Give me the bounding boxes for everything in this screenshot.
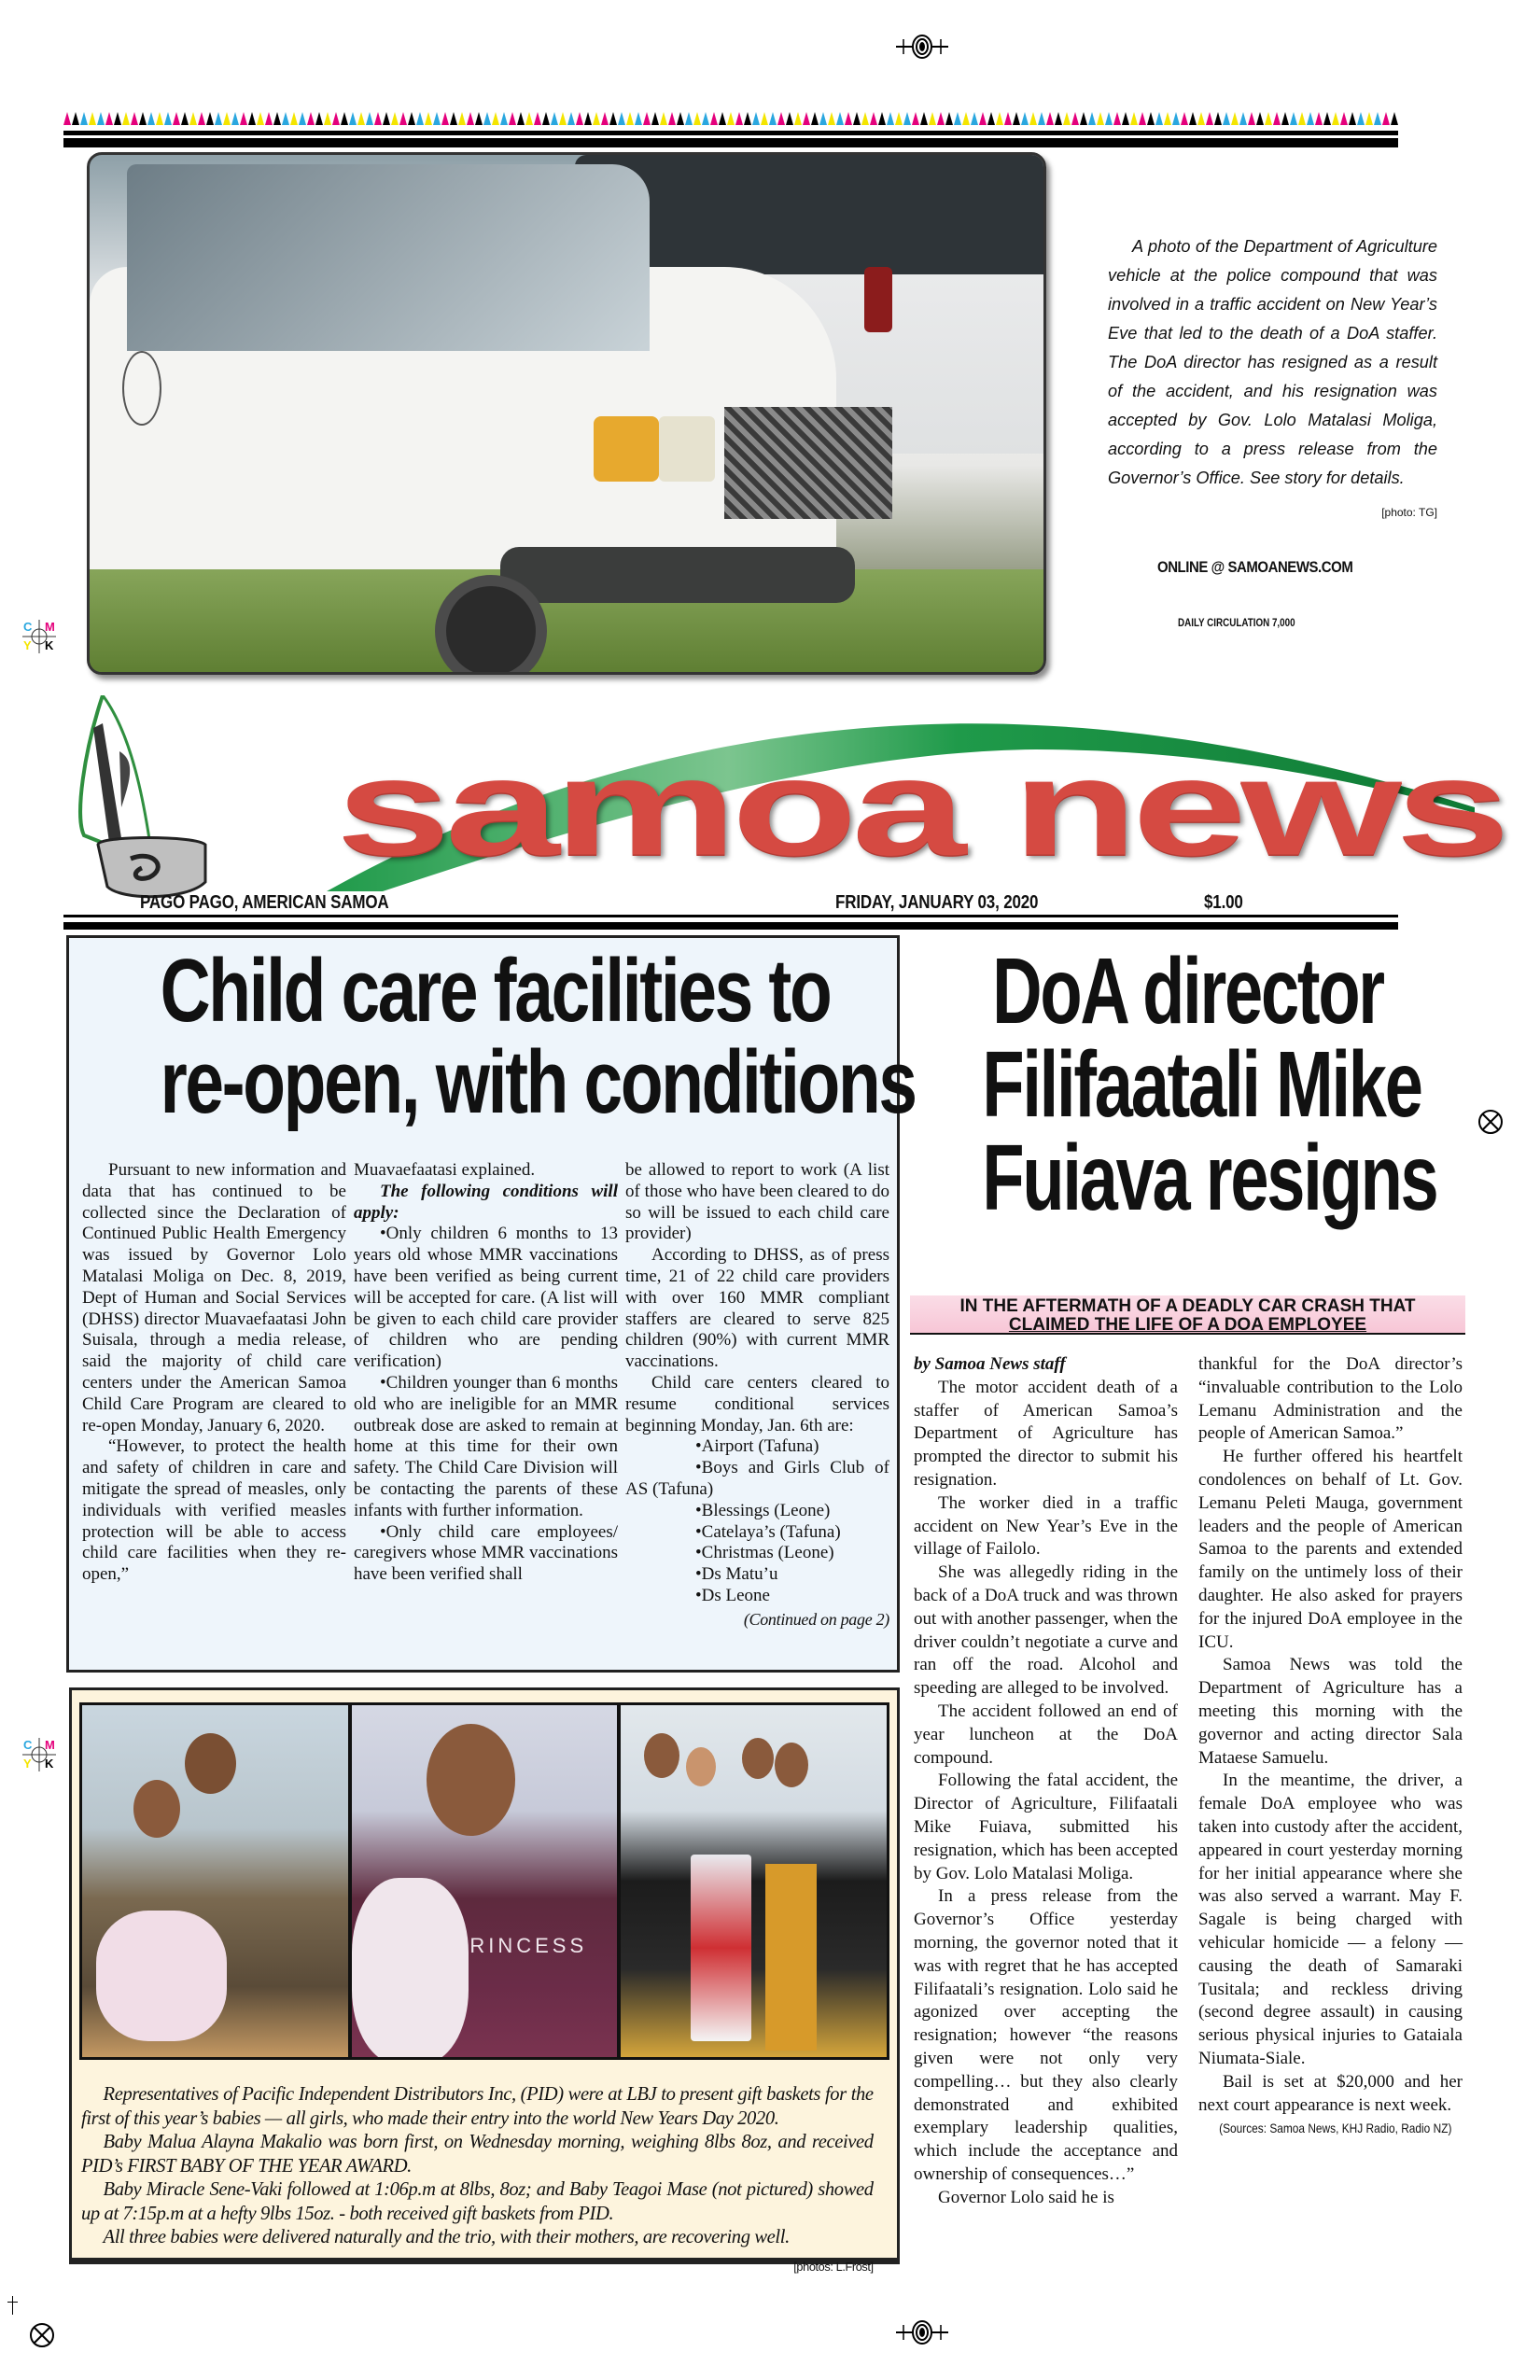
top-photo-caption: A photo of the Department of Agriculture vehicle at the police compound that was involved in a traffic accident on New Year’s Eve that led to the death of a DoA staffer. The DoA director has resigned as a result of the accident, and his resignation was accepted by Gov. Lolo Matalasi Moliga, according to a press release from the Governor’s Office. See story for details. [photo: TG] bbox=[1108, 232, 1437, 527]
childcare-column-2: Muavaefaatasi explained. The following conditions will apply: •Only children 6 months to 13 years old whose MMR vaccinations have been verified as being current will be accepted for care. (A list will be given to each child care provider of children who are pending verification) •Children younger than 6 months old who are ineligible for an MMR outbreak dose are asked to remain at home at this time for their own safety. The Child Care Division will be contacting the parents of these infants with further information. •Only child care employees/ caregivers whose MMR vaccinations have been verified shall bbox=[354, 1160, 618, 1585]
center-item: •Blessings (Leone) bbox=[695, 1500, 831, 1520]
center-item: •Airport (Tafuna) bbox=[695, 1436, 819, 1457]
masthead-rule-thin bbox=[63, 915, 1398, 917]
crosshair-circle-icon-bottom-left bbox=[28, 2321, 56, 2349]
masthead bbox=[65, 695, 1505, 901]
photo-credit: [photo: TG] bbox=[1381, 506, 1437, 519]
trim-mark bbox=[7, 2302, 18, 2303]
condition-item: •Children younger than 6 months old who are ineligible for an MMR outbreak dose are asked to remain at home at this time for their own safety. The Child Care Division will be contacting the parents of these infants with further information. bbox=[354, 1372, 618, 1520]
doa-column-1: by Samoa News staff The motor accident death of a staffer of American Samoa’s Department of Agriculture has prompted the director to submit his resignation. The worker died in a traffic accident on New Year’s Eve in the village of Failolo. She was allegedly riding in the back of a DoA truck and was thrown out with another passenger, when the driver couldn’t negotiate a curve and ran off the road. Alcohol and speeding are alleged to be involved. The accident followed an end of year luncheon at the DoA compound. Following the fatal accident, the Director of Agriculture, Filifaatali Mike Fuiava, submitted his resignation, which has been accepted by Gov. Lolo Matalasi Moliga. In a press release from the Governor’s Office yesterday morning, the governor noted that it was with regret that he has accepted Filifaatali’s resignation. Lolo said he agonized over accepting the resignation; however “the reasons given were not only very compelling… but they also clearly demonstrated and exhibited exemplary leadership qualities, which include the acceptance and ownership of consequences…” Governor Lolo said he is bbox=[914, 1354, 1178, 2207]
doa-column-2: thankful for the DoA director’s “invaluable contribution to the Lolo Lemanu Administration and the people of American Samoa.” He further offered his heartfelt condolences on behalf of Lt. Gov. Lemanu Peleti Mauga, government leaders and the people of American Samoa to the parents and extended family on the untimely loss of their daughter. He also asked for prayers for the injured DoA employee in the ICU. Samoa News was told the Department of Agriculture has a meeting this morning with the governor and acting director Sala Mataese Samuelu. In the meantime, the driver, a female DoA employee who was taken into custody after the accident, appeared in court yesterday morning for her initial appearance where she was also served a warrant. May F. Sagale is being charged with vehicular homicide — a felony — causing the death of Samaraki Tusitala; and reckless driving (second degree assault) in causing serious physical injuries to Gataiala Niumata-Siale. Bail is set at $20,000 and her next court appearance is next week. (Sources: Samoa News, KHJ Radio, Radio NZ) bbox=[1198, 1353, 1463, 2209]
cmyk-color-bar bbox=[63, 112, 1398, 125]
continued-link[interactable]: (Continued on page 2) bbox=[743, 1609, 889, 1629]
doa-kicker: IN THE AFTERMATH OF A DEADLY CAR CRASH THAT CLAIMED THE LIFE OF A DOA EMPLOYEE bbox=[910, 1295, 1465, 1335]
issue-date: FRIDAY, JANUARY 03, 2020 bbox=[835, 892, 1039, 913]
trim-mark bbox=[12, 2296, 13, 2315]
issue-price: $1.00 bbox=[1204, 892, 1243, 913]
crashed-vehicle-photo bbox=[87, 152, 1046, 675]
baby-photo-3 bbox=[621, 1705, 887, 2057]
baby-photo-1 bbox=[82, 1705, 348, 2057]
center-item: •Ds Leone bbox=[695, 1585, 770, 1605]
samoa-news-logo-icon bbox=[65, 695, 299, 901]
cmyk-registration-mark-upper: C M Y K bbox=[23, 620, 55, 652]
doa-seal bbox=[122, 351, 161, 426]
masthead-rule-thick bbox=[63, 922, 1398, 930]
header-rule-thin bbox=[63, 131, 1398, 135]
center-item: •Catelaya’s (Tafuna) bbox=[695, 1521, 841, 1542]
crosshair-circle-icon-right bbox=[1477, 1108, 1505, 1136]
center-item: •Christmas (Leone) bbox=[695, 1543, 834, 1563]
first-babies-feature bbox=[69, 1687, 900, 2274]
center-item: •Boys and Girls Club of AS (Tafuna) bbox=[625, 1458, 889, 1499]
doa-headline: DoA director Filifaatali Mike Fuiava resigns bbox=[982, 939, 1437, 1230]
baby-photo-2 bbox=[352, 1705, 618, 2057]
header-rule-thick bbox=[63, 138, 1398, 147]
condition-item: •Only child care employees/ caregivers whose MMR vaccinations have been verified shall bbox=[354, 1521, 618, 1585]
childcare-column-3: be allowed to report to work (A list of those who have been cleared to do so will be issued to each child care provider) According to DHSS, as of press time, 21 of 22 child care providers with over 160 MMR compliant staffers are cleared to serve 825 children (90%) with current MMR vaccinations. Child care centers cleared to resume conditional services beginning Monday, Jan. 6th are: •Airport (Tafuna) •Boys and Girls Club of AS (Tafuna) •Blessings (Leone) •Catelaya’s (Tafuna) •Christmas (Leone) •Ds Matu’u •Ds Leone (Continued on page 2) bbox=[625, 1160, 889, 1629]
gift-basket bbox=[691, 1855, 751, 2041]
babies-caption: Representatives of Pacific Independent Distributors Inc, (PID) were at LBJ to present gift baskets for the first of this year’s babies — all girls, who made their entry into the world New Years Day 2020. Baby Malua Alayna Makalio was born first, on Wednesday morning, weighing 8lbs 8oz, and received PID’s FIRST BABY OF THE YEAR AWARD. Baby Miracle Sene-Vaki followed at 1:06p.m at 8lbs, 8oz; and Baby Teagoi Mase (not pictured) showed up at 7:15p.m at a hefty 9lbs 15oz. - both received gift baskets from PID. All three babies were delivered naturally and the trio, with their mothers, are recovering well. [photos: L.Frost] bbox=[81, 2082, 874, 2278]
childcare-story bbox=[66, 935, 916, 1673]
childcare-headline: Child care facilities to re-open, with conditions bbox=[160, 941, 916, 1132]
cmyk-registration-mark-lower: C M Y K bbox=[23, 1738, 55, 1771]
registration-target-icon-bottom bbox=[894, 2320, 950, 2345]
conditions-heading: The following conditions will apply: bbox=[354, 1181, 618, 1223]
childcare-column-1: Pursuant to new information and data that has continued to be collected since the Declaration of Continued Public Health Emergency was issued by Governor Lolo Matalasi Moliga on Dec. 8, 2019, Dept of Human and Social Services (DHSS) director Muavaefaatasi John Suisala, through a media release, said the majority of child care centers under the American Samoa Child Care Program are cleared to re-open Monday, January 6, 2020. “However, to protect the health and safety of children in care and mitigate the spread of measles, only individuals with verified measles protection will be able to access child care facilities when they re-open,” bbox=[82, 1160, 346, 1585]
registration-target-icon-top bbox=[894, 35, 950, 59]
sources-note: (Sources: Samoa News, KHJ Radio, Radio NZ) bbox=[1219, 2121, 1452, 2136]
byline: by Samoa News staff bbox=[914, 1354, 1066, 1374]
babies-photo-strip bbox=[79, 1702, 889, 2060]
condition-item: •Only children 6 months to 13 years old whose MMR vaccinations have been verified as being current will be accepted for care. (A list will be given to each child care provider of children who are pending verification) bbox=[354, 1224, 618, 1372]
location-dateline: PAGO PAGO, AMERICAN SAMOA bbox=[140, 892, 389, 913]
online-promo: ONLINE @ SAMOANEWS.COM bbox=[1157, 558, 1353, 576]
shirt-text: PRINCESS bbox=[452, 1934, 588, 1957]
doa-story-body bbox=[914, 1353, 1464, 2209]
daily-circulation: DAILY CIRCULATION 7,000 bbox=[1178, 616, 1295, 629]
masthead-title: samoa news bbox=[336, 730, 1505, 885]
center-item: •Ds Matu’u bbox=[695, 1564, 778, 1585]
photo-credit: [photos: L.Frost] bbox=[793, 2259, 874, 2274]
